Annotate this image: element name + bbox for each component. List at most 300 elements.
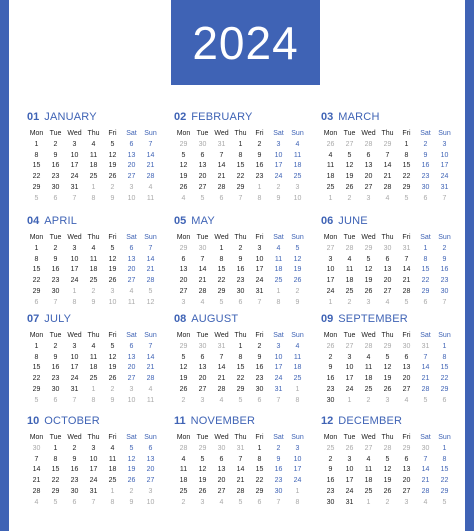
day-cell: 5	[385, 353, 390, 361]
day-cell: 10	[326, 266, 335, 274]
day-cell: 14	[236, 466, 245, 474]
day-cell: 6	[129, 342, 134, 350]
day-cell: 19	[383, 375, 392, 383]
day-cell: 7	[219, 353, 224, 361]
day-cell: 23	[51, 277, 60, 285]
adjacent-month-day: 1	[328, 194, 333, 202]
day-cell: 18	[293, 162, 302, 170]
day-cell: 14	[421, 466, 430, 474]
day-cell: 25	[89, 173, 98, 181]
weekday-header: Tue	[49, 434, 62, 441]
day-cell: 10	[255, 255, 264, 263]
day-cell: 13	[198, 162, 207, 170]
adjacent-month-day: 4	[34, 498, 39, 506]
day-cell: 22	[32, 375, 41, 383]
month-august	[174, 313, 308, 407]
weekday-header: Sat	[273, 234, 284, 241]
day-cell: 28	[402, 287, 411, 295]
day-cell: 4	[366, 353, 371, 361]
weekday-header: Thu	[234, 130, 247, 137]
day-cell: 14	[32, 466, 41, 474]
day-cell: 20	[383, 277, 392, 285]
weekday-header: Fri	[108, 332, 117, 339]
day-cell: 18	[89, 162, 98, 170]
day-cell: 3	[295, 444, 300, 452]
adjacent-month-day: 3	[295, 183, 300, 191]
day-cell: 30	[236, 287, 245, 295]
day-cell: 12	[179, 162, 188, 170]
day-cell: 8	[219, 255, 224, 263]
adjacent-month-day: 11	[127, 298, 136, 306]
adjacent-month-day: 2	[181, 498, 186, 506]
day-cell: 8	[238, 151, 243, 159]
day-cell: 5	[366, 255, 371, 263]
day-cell: 1	[219, 244, 224, 252]
adjacent-month-day: 1	[91, 385, 96, 393]
month-name: DECEMBER	[338, 415, 403, 427]
day-cell: 13	[198, 364, 207, 372]
day-cell: 13	[127, 151, 136, 159]
weekday-header: Mon	[176, 130, 191, 137]
adjacent-month-day: 28	[364, 140, 373, 148]
day-cell: 25	[293, 375, 302, 383]
adjacent-month-day: 10	[108, 298, 117, 306]
day-cell: 24	[255, 277, 264, 285]
day-cell: 7	[148, 140, 153, 148]
day-cell: 25	[89, 375, 98, 383]
weekday-header: Tue	[196, 234, 209, 241]
day-cell: 22	[440, 477, 449, 485]
day-cell: 17	[345, 477, 354, 485]
day-cell: 14	[402, 266, 411, 274]
day-cell: 27	[179, 287, 188, 295]
day-cell: 3	[328, 255, 333, 263]
day-cell: 5	[129, 444, 134, 452]
day-cell: 9	[423, 151, 428, 159]
weekday-header: Wed	[361, 234, 376, 241]
day-cell: 3	[276, 140, 281, 148]
day-cell: 20	[364, 173, 373, 181]
weekday-header: Mon	[323, 332, 338, 339]
month-number: 07	[27, 313, 40, 325]
day-cell: 31	[255, 287, 264, 295]
day-cell: 11	[179, 466, 188, 474]
day-cell: 30	[51, 385, 60, 393]
day-cell: 25	[108, 477, 117, 485]
day-cell: 29	[440, 487, 449, 495]
day-cell: 12	[198, 466, 207, 474]
day-cell: 26	[345, 183, 354, 191]
weekday-header: Tue	[49, 332, 62, 339]
day-cell: 1	[34, 244, 39, 252]
day-cell: 18	[89, 364, 98, 372]
month-may	[174, 215, 308, 309]
day-cell: 28	[217, 385, 226, 393]
day-cell: 28	[146, 375, 155, 383]
day-cell: 11	[293, 353, 302, 361]
day-cell: 16	[70, 466, 79, 474]
day-cell: 2	[423, 140, 428, 148]
day-cell: 11	[364, 466, 373, 474]
adjacent-month-day: 6	[423, 298, 428, 306]
adjacent-month-day: 29	[179, 140, 188, 148]
day-cell: 19	[345, 173, 354, 181]
adjacent-month-day: 26	[345, 444, 354, 452]
adjacent-month-day: 29	[402, 444, 411, 452]
adjacent-month-day: 3	[385, 396, 390, 404]
weekday-header: Fri	[402, 234, 411, 241]
day-cell: 27	[146, 477, 155, 485]
month-title	[321, 215, 455, 231]
day-cell: 28	[236, 487, 245, 495]
day-cell: 26	[179, 183, 188, 191]
month-december	[321, 415, 455, 509]
day-cell: 20	[179, 277, 188, 285]
day-cell: 4	[181, 455, 186, 463]
weekday-header: Thu	[87, 434, 100, 441]
adjacent-month-day: 26	[326, 342, 335, 350]
day-cell: 7	[34, 455, 39, 463]
day-cell: 27	[383, 287, 392, 295]
day-cell: 17	[326, 277, 335, 285]
day-cell: 18	[326, 173, 335, 181]
day-cell: 3	[276, 342, 281, 350]
adjacent-month-day: 2	[347, 194, 352, 202]
day-cell: 19	[179, 375, 188, 383]
weekday-header: Sat	[420, 434, 431, 441]
weekday-header: Sun	[144, 130, 157, 137]
day-cell: 18	[345, 277, 354, 285]
day-cell: 24	[70, 277, 79, 285]
day-cell: 21	[217, 375, 226, 383]
day-cell: 30	[51, 287, 60, 295]
adjacent-month-day: 1	[295, 385, 300, 393]
day-cell: 3	[347, 353, 352, 361]
day-cell: 2	[72, 444, 77, 452]
day-cell: 30	[326, 498, 335, 506]
day-cell: 1	[34, 342, 39, 350]
day-cell: 29	[32, 183, 41, 191]
adjacent-month-day: 3	[129, 385, 134, 393]
month-grid	[321, 129, 455, 205]
day-cell: 17	[440, 162, 449, 170]
day-cell: 21	[146, 266, 155, 274]
day-cell: 6	[366, 151, 371, 159]
month-name: JUNE	[338, 215, 368, 227]
day-cell: 28	[383, 183, 392, 191]
month-grid	[174, 129, 308, 205]
day-cell: 25	[179, 487, 188, 495]
weekday-header: Mon	[323, 234, 338, 241]
adjacent-month-day: 4	[385, 298, 390, 306]
adjacent-month-day: 3	[110, 287, 115, 295]
day-cell: 4	[366, 455, 371, 463]
day-cell: 13	[402, 466, 411, 474]
weekday-header: Wed	[214, 434, 229, 441]
day-cell: 6	[385, 255, 390, 263]
adjacent-month-day: 1	[295, 487, 300, 495]
day-cell: 6	[404, 353, 409, 361]
day-cell: 20	[217, 477, 226, 485]
weekday-header: Fri	[255, 434, 264, 441]
day-cell: 6	[200, 353, 205, 361]
adjacent-month-day: 9	[91, 298, 96, 306]
adjacent-month-day: 2	[295, 287, 300, 295]
day-cell: 31	[440, 183, 449, 191]
day-cell: 4	[347, 255, 352, 263]
weekday-header: Thu	[87, 332, 100, 339]
day-cell: 22	[255, 477, 264, 485]
day-cell: 13	[179, 266, 188, 274]
day-cell: 8	[34, 151, 39, 159]
weekday-header: Fri	[255, 332, 264, 339]
adjacent-month-day: 27	[345, 140, 354, 148]
month-february	[174, 111, 308, 205]
adjacent-month-day: 2	[276, 183, 281, 191]
adjacent-month-day: 7	[238, 194, 243, 202]
adjacent-month-day: 1	[276, 287, 281, 295]
day-cell: 10	[89, 455, 98, 463]
day-cell: 28	[32, 487, 41, 495]
weekday-header: Wed	[67, 332, 82, 339]
weekday-header: Sun	[144, 234, 157, 241]
weekday-header: Mon	[176, 434, 191, 441]
weekday-header: Wed	[67, 434, 82, 441]
day-cell: 25	[345, 287, 354, 295]
day-cell: 4	[295, 140, 300, 148]
day-cell: 2	[328, 353, 333, 361]
adjacent-month-day: 28	[364, 342, 373, 350]
day-cell: 22	[440, 375, 449, 383]
weekday-header: Mon	[323, 434, 338, 441]
day-cell: 19	[293, 266, 302, 274]
month-grid	[321, 433, 455, 509]
day-cell: 9	[53, 151, 58, 159]
day-cell: 6	[129, 140, 134, 148]
adjacent-month-day: 30	[198, 140, 207, 148]
month-april	[27, 215, 161, 309]
day-cell: 9	[328, 364, 333, 372]
adjacent-month-day: 6	[257, 498, 262, 506]
month-july	[27, 313, 161, 407]
adjacent-month-day: 5	[200, 194, 205, 202]
day-cell: 26	[383, 487, 392, 495]
day-cell: 26	[108, 277, 117, 285]
weekday-header: Tue	[343, 434, 356, 441]
weekday-header: Tue	[343, 234, 356, 241]
adjacent-month-day: 7	[442, 194, 447, 202]
day-cell: 29	[51, 487, 60, 495]
day-cell: 7	[423, 455, 428, 463]
adjacent-month-day: 11	[146, 194, 155, 202]
weekday-header: Tue	[343, 332, 356, 339]
weekday-header: Sat	[420, 130, 431, 137]
day-cell: 15	[236, 364, 245, 372]
day-cell: 5	[110, 342, 115, 350]
calendar-sheet	[9, 0, 465, 531]
adjacent-month-day: 8	[72, 298, 77, 306]
adjacent-month-day: 8	[295, 396, 300, 404]
adjacent-month-day: 31	[217, 342, 226, 350]
day-cell: 5	[385, 455, 390, 463]
day-cell: 20	[127, 162, 136, 170]
month-grid	[27, 331, 161, 407]
day-cell: 24	[326, 287, 335, 295]
month-number: 11	[174, 415, 186, 427]
weekday-header: Sat	[273, 332, 284, 339]
adjacent-month-day: 30	[217, 444, 226, 452]
day-cell: 5	[347, 151, 352, 159]
month-title	[27, 415, 161, 431]
adjacent-month-day: 29	[198, 444, 207, 452]
month-number: 01	[27, 111, 40, 123]
month-grid	[174, 233, 308, 309]
month-title	[27, 111, 161, 127]
weekday-header: Thu	[234, 234, 247, 241]
month-title	[321, 415, 455, 431]
adjacent-month-day: 6	[238, 298, 243, 306]
weekday-header: Fri	[108, 130, 117, 137]
weekday-header: Wed	[361, 130, 376, 137]
month-name: FEBRUARY	[191, 111, 253, 123]
adjacent-month-day: 8	[91, 194, 96, 202]
adjacent-month-day: 5	[404, 298, 409, 306]
adjacent-month-day: 6	[53, 194, 58, 202]
day-cell: 15	[440, 466, 449, 474]
day-cell: 29	[236, 183, 245, 191]
day-cell: 23	[255, 173, 264, 181]
day-cell: 20	[402, 375, 411, 383]
day-cell: 8	[423, 255, 428, 263]
day-cell: 5	[110, 244, 115, 252]
day-cell: 13	[402, 364, 411, 372]
day-cell: 13	[383, 266, 392, 274]
day-cell: 26	[108, 173, 117, 181]
day-cell: 19	[108, 266, 117, 274]
day-cell: 23	[326, 487, 335, 495]
day-cell: 14	[198, 266, 207, 274]
day-cell: 9	[328, 466, 333, 474]
adjacent-month-day: 4	[129, 287, 134, 295]
day-cell: 2	[276, 444, 281, 452]
month-name: JULY	[44, 313, 72, 325]
day-cell: 18	[179, 477, 188, 485]
day-cell: 23	[421, 173, 430, 181]
day-cell: 15	[51, 466, 60, 474]
day-cell: 12	[127, 455, 136, 463]
month-name: MAY	[191, 215, 215, 227]
day-cell: 10	[345, 466, 354, 474]
adjacent-month-day: 6	[423, 194, 428, 202]
adjacent-month-day: 1	[91, 183, 96, 191]
adjacent-month-day: 3	[200, 498, 205, 506]
day-cell: 17	[274, 364, 283, 372]
day-cell: 26	[179, 385, 188, 393]
day-cell: 7	[200, 255, 205, 263]
day-cell: 16	[51, 162, 60, 170]
day-cell: 19	[179, 173, 188, 181]
day-cell: 27	[198, 385, 207, 393]
day-cell: 28	[421, 385, 430, 393]
adjacent-month-day: 2	[110, 385, 115, 393]
day-cell: 23	[51, 375, 60, 383]
weekday-header: Thu	[87, 234, 100, 241]
month-october	[27, 415, 161, 509]
year-title: 2024	[192, 16, 299, 69]
adjacent-month-day: 30	[421, 444, 430, 452]
day-cell: 26	[127, 477, 136, 485]
day-cell: 11	[89, 353, 98, 361]
weekday-header: Wed	[361, 434, 376, 441]
day-cell: 9	[72, 455, 77, 463]
day-cell: 20	[146, 466, 155, 474]
month-june	[321, 215, 455, 309]
day-cell: 27	[198, 183, 207, 191]
month-number: 10	[27, 415, 40, 427]
day-cell: 5	[110, 140, 115, 148]
day-cell: 19	[108, 364, 117, 372]
adjacent-month-day: 6	[442, 396, 447, 404]
day-cell: 22	[217, 277, 226, 285]
day-cell: 19	[364, 277, 373, 285]
weekday-header: Sun	[144, 434, 157, 441]
adjacent-month-day: 8	[257, 194, 262, 202]
day-cell: 14	[217, 162, 226, 170]
adjacent-month-day: 5	[148, 287, 153, 295]
month-number: 05	[174, 215, 187, 227]
adjacent-month-day: 1	[328, 298, 333, 306]
adjacent-month-day: 2	[129, 487, 134, 495]
weekday-header: Fri	[402, 434, 411, 441]
day-cell: 3	[91, 444, 96, 452]
day-cell: 8	[442, 353, 447, 361]
day-cell: 9	[442, 255, 447, 263]
day-cell: 1	[238, 140, 243, 148]
adjacent-month-day: 4	[219, 498, 224, 506]
day-cell: 23	[236, 277, 245, 285]
day-cell: 3	[257, 244, 262, 252]
adjacent-month-day: 29	[179, 244, 188, 252]
day-cell: 16	[255, 364, 264, 372]
day-cell: 20	[402, 477, 411, 485]
day-cell: 29	[236, 385, 245, 393]
weekday-header: Thu	[381, 234, 394, 241]
day-cell: 30	[255, 385, 264, 393]
day-cell: 21	[383, 173, 392, 181]
month-name: AUGUST	[191, 313, 239, 325]
weekday-header: Sat	[420, 332, 431, 339]
day-cell: 5	[181, 151, 186, 159]
day-cell: 16	[236, 266, 245, 274]
day-cell: 30	[70, 487, 79, 495]
day-cell: 17	[89, 466, 98, 474]
day-cell: 16	[274, 466, 283, 474]
adjacent-month-day: 4	[148, 183, 153, 191]
day-cell: 1	[238, 342, 243, 350]
day-cell: 2	[442, 244, 447, 252]
day-cell: 22	[32, 173, 41, 181]
weekday-header: Tue	[196, 332, 209, 339]
day-cell: 15	[32, 364, 41, 372]
day-cell: 24	[70, 173, 79, 181]
day-cell: 15	[255, 466, 264, 474]
adjacent-month-day: 4	[219, 396, 224, 404]
day-cell: 15	[236, 162, 245, 170]
adjacent-month-day: 1	[110, 487, 115, 495]
day-cell: 18	[274, 266, 283, 274]
adjacent-month-day: 3	[366, 298, 371, 306]
adjacent-month-day: 2	[91, 287, 96, 295]
